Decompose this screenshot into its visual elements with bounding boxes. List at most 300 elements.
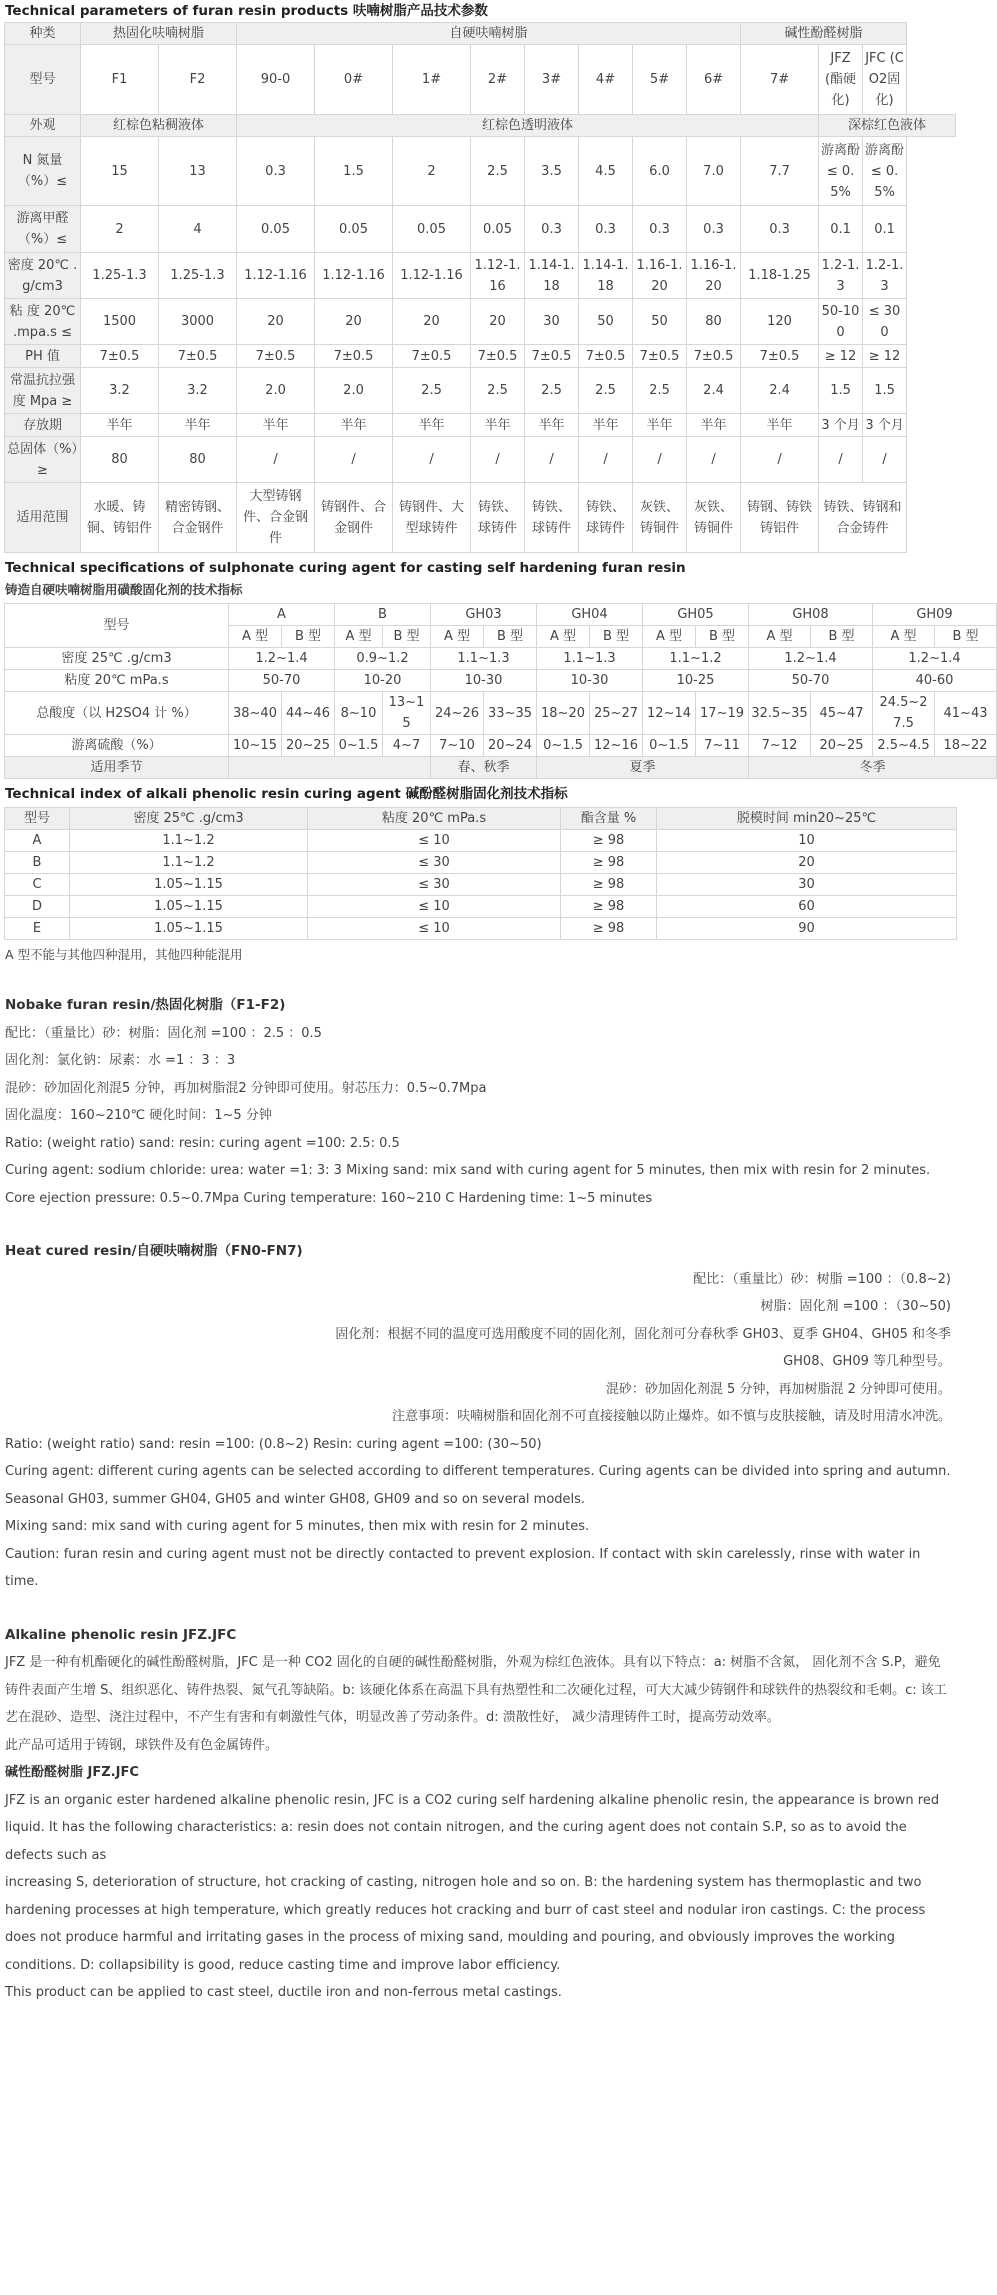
- t1-kind-label: 种类: [5, 23, 81, 45]
- table3-title: Technical index of alkali phenolic resin curing agent 碱酚醛树脂固化剂技术指标: [5, 786, 568, 802]
- table-row: [5, 896, 957, 918]
- t1-cell: /: [315, 437, 393, 483]
- t2-cell: 40-60: [873, 670, 997, 692]
- t2-cell: 20~24: [484, 735, 537, 757]
- t1-cell: 0.3: [525, 206, 579, 253]
- t2-row-label: 粘度 20℃ mPa.s: [5, 670, 229, 692]
- t2-cell: 25~27: [590, 692, 643, 735]
- t1-group-row: [5, 23, 956, 45]
- t1-model: 5#: [633, 45, 687, 115]
- t1-cell: 3.5: [525, 137, 579, 206]
- t2-row-label: 游离硫酸（%）: [5, 735, 229, 757]
- text-line: This product can be applied to cast steel, ductile iron and non-ferrous metal castings.: [5, 1985, 562, 2000]
- t1-row-label: PH 值: [5, 345, 81, 368]
- t3-header: 粘度 20℃ mPa.s: [308, 808, 561, 830]
- text-line: Ratio: (weight ratio) sand: resin =100: (0.8~2) Resin: curing agent =100: (30~50): [5, 1436, 542, 1452]
- t1-cell: 水暖、铸铜、铸铝件: [81, 483, 159, 553]
- t1-cell: ≤ 300: [863, 299, 907, 345]
- t2-cell: 0~1.5: [537, 735, 590, 757]
- t1-cell: 1.16-1.20: [687, 253, 741, 299]
- t3-cell: ≥ 98: [561, 896, 657, 918]
- t1-cell: 游离酚 ≤ 0.5%: [819, 137, 863, 206]
- t1-cell: 0.3: [687, 206, 741, 253]
- t3-header: 酯含量 %: [561, 808, 657, 830]
- t1-cell: 0.3: [633, 206, 687, 253]
- paragraph: JFZ is an organic ester hardened alkaline phenolic resin, JFC is a CO2 curing self hardening alkaline phenolic resin, the appearance is brown red liquid. It has the following characteristics: a: resin does not contain nitrogen, and the curing agent does not contain S.P, so as to avoid the defects such as: [5, 1792, 940, 1863]
- t1-cell: 1.12-1.16: [471, 253, 525, 299]
- t1-cell: 7.0: [687, 137, 741, 206]
- t1-cell: ≥ 12: [863, 345, 907, 368]
- t2-cell: 10~15: [229, 735, 282, 757]
- t1-cell: /: [863, 437, 907, 483]
- t3-cell: 1.05~1.15: [70, 874, 308, 896]
- text-line: Seasonal GH03, summer GH04, GH05 and winter GH08, GH09 and so on several models.: [5, 1491, 586, 1507]
- t2-type-b: B 型: [484, 626, 537, 648]
- t1-cell: 2: [81, 206, 159, 253]
- t2-cell: 18~22: [935, 735, 997, 757]
- t1-cell: 1.14-1.18: [525, 253, 579, 299]
- t2-cell: 7~10: [431, 735, 484, 757]
- text-line: 固化温度：160~210℃ 硬化时间：1~5 分钟: [5, 1108, 272, 1123]
- t2-cell: 45~47: [811, 692, 873, 735]
- t2-cell: 33~35: [484, 692, 537, 735]
- t2-cell: 1.1~1.3: [431, 648, 537, 670]
- t3-cell: 1.05~1.15: [70, 918, 308, 940]
- t1-cell: 2.5: [471, 137, 525, 206]
- t1-cell: 1.2-1.3: [863, 253, 907, 299]
- t3-cell: 60: [657, 896, 957, 918]
- t3-cell: 1.1~1.2: [70, 830, 308, 852]
- t2-group: A: [229, 604, 335, 626]
- t1-model: JFZ (酯硬化): [819, 45, 863, 115]
- t2-type-a: A 型: [229, 626, 282, 648]
- section-subtitle: 碱性酚醛树脂 JFZ.JFC: [5, 1765, 139, 1780]
- t2-cell: 0.9~1.2: [335, 648, 431, 670]
- t1-cell: 1.12-1.16: [237, 253, 315, 299]
- t3-cell: A: [5, 830, 70, 852]
- t2-group: GH05: [643, 604, 749, 626]
- t1-cell: 7±0.5: [579, 345, 633, 368]
- t1-cell: 50-100: [819, 299, 863, 345]
- alkali-phenolic-curing-agent-table: [4, 807, 957, 940]
- t1-model: 0#: [315, 45, 393, 115]
- t2-type-a: A 型: [431, 626, 484, 648]
- t2-cell: 0~1.5: [335, 735, 383, 757]
- t1-row-label: 存放期: [5, 414, 81, 437]
- t2-acidity-row: [5, 692, 997, 735]
- t1-cell: 半年: [579, 414, 633, 437]
- t2-cell: 18~20: [537, 692, 590, 735]
- t2-type-a: A 型: [335, 626, 383, 648]
- t1-model: 6#: [687, 45, 741, 115]
- t1-row-label: N 氮量（%）≤: [5, 137, 81, 206]
- t1-cell: 2.5: [393, 368, 471, 414]
- t1-cell: 7±0.5: [393, 345, 471, 368]
- table-row: [5, 830, 957, 852]
- t1-model-label: 型号: [5, 45, 81, 115]
- t1-row-viscosity: [5, 299, 956, 345]
- t2-cell: 冬季: [749, 757, 997, 779]
- t2-cell: 50-70: [749, 670, 873, 692]
- t1-cell: 半年: [159, 414, 237, 437]
- t1-model: F1: [81, 45, 159, 115]
- t1-cell: 80: [81, 437, 159, 483]
- t2-cell: 夏季: [537, 757, 749, 779]
- t1-cell: 80: [159, 437, 237, 483]
- t3-cell: 1.1~1.2: [70, 852, 308, 874]
- t2-group: GH08: [749, 604, 873, 626]
- t2-cell: 24.5~27.5: [873, 692, 935, 735]
- t3-cell: ≤ 30: [308, 852, 561, 874]
- furan-resin-parameters-table: [4, 22, 956, 553]
- t2-cell: 17~19: [696, 692, 749, 735]
- t2-type-a: A 型: [873, 626, 935, 648]
- t3-cell: ≤ 10: [308, 896, 561, 918]
- t1-group-alkaline: 碱性酚醛树脂: [741, 23, 907, 45]
- t1-cell: 铸铁、球铸件: [471, 483, 525, 553]
- t1-cell: 2.5: [471, 368, 525, 414]
- t2-type-a: A 型: [643, 626, 696, 648]
- t1-cell: 2.0: [237, 368, 315, 414]
- t1-row-label: 游离甲醛（%）≤: [5, 206, 81, 253]
- t1-cell: 2.4: [741, 368, 819, 414]
- table-row: [5, 874, 957, 896]
- t1-cell: /: [237, 437, 315, 483]
- t1-cell: /: [471, 437, 525, 483]
- t3-cell: D: [5, 896, 70, 918]
- t2-type-b: B 型: [590, 626, 643, 648]
- section-title: Heat cured resin/自硬呋喃树脂（FN0-FN7): [5, 1243, 303, 1259]
- t1-model: 2#: [471, 45, 525, 115]
- t1-row-formaldehyde: [5, 206, 956, 253]
- t1-cell: 7±0.5: [237, 345, 315, 368]
- t1-cell: 半年: [633, 414, 687, 437]
- text-line: 配比：（重量比）砂：树脂：固化剂 =100 ：2.5 ：0.5: [5, 1025, 322, 1041]
- t1-row-label: 密度 20℃ .g/cm3: [5, 253, 81, 299]
- t1-cell: 2: [393, 137, 471, 206]
- t1-row-solids: [5, 437, 956, 483]
- t1-cell: 铸铁、球铸件: [579, 483, 633, 553]
- t1-cell: 1.2-1.3: [819, 253, 863, 299]
- t2-cell: 1.2~1.4: [873, 648, 997, 670]
- t1-cell: 3.2: [81, 368, 159, 414]
- t1-cell: 0.05: [237, 206, 315, 253]
- t1-cell: 3 个月: [863, 414, 907, 437]
- t1-cell: 3 个月: [819, 414, 863, 437]
- t1-usage-label: 适用范围: [5, 483, 81, 553]
- t2-model-label: 型号: [5, 604, 229, 648]
- t1-cell: 铸铁、球铸件: [525, 483, 579, 553]
- t2-type-b: B 型: [696, 626, 749, 648]
- t1-cell: 80: [687, 299, 741, 345]
- t2-row-label: 密度 25℃ .g/cm3: [5, 648, 229, 670]
- t1-cell: 半年: [687, 414, 741, 437]
- t1-look-label: 外观: [5, 115, 81, 137]
- table2-title: Technical specifications of sulphonate curing agent for casting self hardening furan resin: [5, 560, 686, 576]
- t1-cell: 0.1: [863, 206, 907, 253]
- t1-row-label: 常温抗拉强度 Mpa ≥: [5, 368, 81, 414]
- t1-row-ph: [5, 345, 956, 368]
- t1-cell: 2.5: [525, 368, 579, 414]
- text-line: Ratio: (weight ratio) sand: resin: curing agent =100: 2.5: 0.5: [5, 1135, 400, 1151]
- text-line: 固化剂：氯化钠：尿素：水 =1 ：3 ：3: [5, 1053, 236, 1068]
- t2-cell: 10-30: [431, 670, 537, 692]
- text-line: Curing agent: sodium chloride: urea: water =1: 3: 3 Mixing sand: mix sand with curing agent for 5 minutes, then mix with resin for 2 minutes.: [5, 1163, 931, 1178]
- t3-cell: 1.05~1.15: [70, 896, 308, 918]
- t1-cell: /: [525, 437, 579, 483]
- t3-cell: E: [5, 918, 70, 940]
- text-line: 树脂：固化剂 =100 ：（30~50): [760, 1299, 951, 1314]
- t1-cell: 20: [471, 299, 525, 345]
- t1-cell: 1.12-1.16: [393, 253, 471, 299]
- t3-cell: C: [5, 874, 70, 896]
- t3-header: 密度 25℃ .g/cm3: [70, 808, 308, 830]
- t1-cell: 0.3: [237, 137, 315, 206]
- t1-row-label: 粘 度 20℃ .mpa.s ≤: [5, 299, 81, 345]
- t1-cell: 灰铁、铸铜件: [687, 483, 741, 553]
- t3-cell: ≥ 98: [561, 852, 657, 874]
- t1-cell: /: [741, 437, 819, 483]
- t1-row-storage: [5, 414, 956, 437]
- t1-cell: 游离酚 ≤ 0.5%: [863, 137, 907, 206]
- t1-cell: 0.05: [315, 206, 393, 253]
- t2-row-label: 适用季节: [5, 757, 229, 779]
- t1-cell: 7±0.5: [741, 345, 819, 368]
- t3-cell: ≥ 98: [561, 830, 657, 852]
- t2-group: B: [335, 604, 431, 626]
- t2-type-b: B 型: [383, 626, 431, 648]
- table2-subtitle: 铸造自硬呋喃树脂用磺酸固化剂的技术指标: [5, 582, 243, 597]
- t1-cell: 大型铸钢件、合金钢件: [237, 483, 315, 553]
- t1-cell: 2.4: [687, 368, 741, 414]
- t1-cell: 铸铁、铸钢和合金铸件: [819, 483, 907, 553]
- t2-cell: 10-20: [335, 670, 431, 692]
- t1-cell: 灰铁、铸铜件: [633, 483, 687, 553]
- t2-cell: 1.1~1.3: [537, 648, 643, 670]
- t2-cell: 春、秋季: [431, 757, 537, 779]
- t1-model: 7#: [741, 45, 819, 115]
- text-line: 固化剂：根据不同的温度可选用酸度不同的固化剂，固化剂可分春秋季 GH03、夏季 GH04、GH05 和冬季: [335, 1326, 951, 1342]
- t1-look-value: 深棕红色液体: [819, 115, 956, 137]
- text-line: GH08、GH09 等几种型号。: [783, 1354, 951, 1369]
- t1-cell: 1.5: [863, 368, 907, 414]
- t1-cell: 1.5: [315, 137, 393, 206]
- t3-cell: B: [5, 852, 70, 874]
- t3-header: 型号: [5, 808, 70, 830]
- t1-cell: 半年: [315, 414, 393, 437]
- t1-cell: 半年: [741, 414, 819, 437]
- t2-type-a: A 型: [749, 626, 811, 648]
- t3-cell: ≤ 10: [308, 830, 561, 852]
- t2-cell: 50-70: [229, 670, 335, 692]
- t2-cell: 10-30: [537, 670, 643, 692]
- t1-cell: 7±0.5: [315, 345, 393, 368]
- t1-cell: 2.5: [633, 368, 687, 414]
- text-line: 注意事项：呋喃树脂和固化剂不可直接接触以防止爆炸。如不慎与皮肤接触，请及时用清水冲洗。: [391, 1409, 951, 1424]
- t1-cell: 7±0.5: [81, 345, 159, 368]
- sulphonate-curing-agent-table: [4, 603, 997, 779]
- t2-viscosity-row: [5, 670, 997, 692]
- t1-cell: /: [687, 437, 741, 483]
- alkaline-phenolic-section: [2, 1622, 956, 2007]
- t3-cell: 10: [657, 830, 957, 852]
- t1-cell: 铸钢、铸铁铸铝件: [741, 483, 819, 553]
- t1-cell: 0.05: [471, 206, 525, 253]
- t2-cell: 1.2~1.4: [749, 648, 873, 670]
- t1-look-row: [5, 115, 956, 137]
- t1-cell: 30: [525, 299, 579, 345]
- t1-cell: 7±0.5: [159, 345, 237, 368]
- t1-cell: 1.12-1.16: [315, 253, 393, 299]
- t1-cell: ≥ 12: [819, 345, 863, 368]
- t2-type-b: B 型: [935, 626, 997, 648]
- t1-cell: /: [579, 437, 633, 483]
- paragraph: JFZ 是一种有机酯硬化的碱性酚醛树脂，JFC 是一种 CO2 固化的自硬的碱性酚醛树脂，外观为棕红色液体。具有以下特点：a: 树脂不含氮， 固化剂不含 S.P，避免铸件表面产生增 S、组织恶化、铸件热裂、氮气孔等缺陷。b: 该硬化体系在高温下具有热塑性和二次硬化过程，可大大减少铸钢件和球铁件的热裂纹和毛刺。c: 该工艺在混砂、造型、浇注过程中，不产生有害和有刺激性气体，明显改善了劳动条件。d: 溃散性好， 减少清理铸件工时，提高劳动效率。: [5, 1655, 947, 1725]
- t3-cell: ≥ 98: [561, 874, 657, 896]
- t1-cell: 3000: [159, 299, 237, 345]
- t1-model: 1#: [393, 45, 471, 115]
- text-line: 混砂：砂加固化剂混5 分钟，再加树脂混2 分钟即可使用。射芯压力：0.5~0.7Mpa: [5, 1080, 487, 1096]
- t2-cell: 38~40: [229, 692, 282, 735]
- t1-model: 90-0: [237, 45, 315, 115]
- t2-cell: 32.5~35: [749, 692, 811, 735]
- section-title: Alkaline phenolic resin JFZ.JFC: [5, 1626, 237, 1643]
- table-row: [5, 918, 957, 940]
- t3-cell: 90: [657, 918, 957, 940]
- t2-cell: 20~25: [811, 735, 873, 757]
- t2-cell: 0~1.5: [643, 735, 696, 757]
- t1-cell: 2.5: [579, 368, 633, 414]
- t2-cell: 8~10: [335, 692, 383, 735]
- t1-cell: 1.25-1.3: [81, 253, 159, 299]
- t1-model: F2: [159, 45, 237, 115]
- t1-cell: 15: [81, 137, 159, 206]
- text-line: 混砂：砂加固化剂混 5 分钟，再加树脂混 2 分钟即可使用。: [605, 1381, 951, 1397]
- t3-note: A 型不能与其他四种混用，其他四种能混用: [5, 947, 243, 962]
- t3-header: 脱模时间 min20~25℃: [657, 808, 957, 830]
- t3-cell: ≥ 98: [561, 918, 657, 940]
- t1-cell: 7±0.5: [687, 345, 741, 368]
- t1-cell: 半年: [393, 414, 471, 437]
- t2-cell: 2.5~4.5: [873, 735, 935, 757]
- paragraph: increasing S, deterioration of structure, hot cracking of casting, nitrogen hole and so on. B: the hardening system has thermoplastic and two hardening processes at high temperature, which greatly reduces hot cracking and burr of cast steel and nodular iron castings. C: the process does not produce harmful and irritating gases in the process of mixing sand, moulding and pouring, and obviously improves the working conditions. D: collapsibility is good, reduce casting time and improve labor efficiency.: [5, 1875, 926, 1973]
- t1-cell: 4: [159, 206, 237, 253]
- t3-cell: 20: [657, 852, 957, 874]
- table-row: [5, 852, 957, 874]
- t1-cell: 20: [315, 299, 393, 345]
- t2-cell: 4~7: [383, 735, 431, 757]
- t2-cell: 7~11: [696, 735, 749, 757]
- t1-model-row: [5, 45, 956, 115]
- t1-cell: 0.1: [819, 206, 863, 253]
- t1-cell: 7±0.5: [633, 345, 687, 368]
- t1-row-density: [5, 253, 956, 299]
- t1-cell: 7±0.5: [471, 345, 525, 368]
- table1-title: Technical parameters of furan resin products 呋喃树脂产品技术参数: [5, 3, 488, 19]
- t1-cell: 半年: [237, 414, 315, 437]
- t2-cell: 44~46: [282, 692, 335, 735]
- t1-cell: 铸钢件、合金钢件: [315, 483, 393, 553]
- t1-model: 4#: [579, 45, 633, 115]
- t2-cell-empty: [229, 757, 431, 779]
- t1-cell: /: [393, 437, 471, 483]
- t2-season-row: [5, 757, 997, 779]
- t2-type-b: B 型: [282, 626, 335, 648]
- t1-cell: 1.18-1.25: [741, 253, 819, 299]
- t2-cell: 24~26: [431, 692, 484, 735]
- section-title: Nobake furan resin/热固化树脂（F1-F2): [5, 997, 286, 1013]
- t2-cell: 10-25: [643, 670, 749, 692]
- t1-cell: 7±0.5: [525, 345, 579, 368]
- t2-type-b: B 型: [811, 626, 873, 648]
- t1-look-value: 红棕色粘稠液体: [81, 115, 237, 137]
- t2-cell: 20~25: [282, 735, 335, 757]
- t1-cell: 0.05: [393, 206, 471, 253]
- t1-cell: /: [633, 437, 687, 483]
- t2-cell: 1.1~1.2: [643, 648, 749, 670]
- text-line: Caution: furan resin and curing agent must not be directly contacted to prevent explosion. If contact with skin carelessly, rinse with water in time.: [5, 1546, 921, 1589]
- t2-cell: 1.2~1.4: [229, 648, 335, 670]
- t1-cell: 半年: [525, 414, 579, 437]
- t1-cell: 3.2: [159, 368, 237, 414]
- t1-group-hot: 热固化呋喃树脂: [81, 23, 237, 45]
- t1-cell: 铸钢件、大型球铸件: [393, 483, 471, 553]
- t1-cell: 50: [579, 299, 633, 345]
- t2-group: GH04: [537, 604, 643, 626]
- t1-cell: 7.7: [741, 137, 819, 206]
- t1-cell: 半年: [81, 414, 159, 437]
- t1-look-value: 红棕色透明液体: [237, 115, 819, 137]
- t2-type-a: A 型: [537, 626, 590, 648]
- t1-model: 3#: [525, 45, 579, 115]
- t2-cell: 12~16: [590, 735, 643, 757]
- t1-cell: 120: [741, 299, 819, 345]
- t1-cell: /: [819, 437, 863, 483]
- t1-group-self: 自硬呋喃树脂: [237, 23, 741, 45]
- t1-row-label: 总固体（%）≥: [5, 437, 81, 483]
- t1-cell: 1500: [81, 299, 159, 345]
- t2-group-row: [5, 604, 997, 626]
- t1-cell: 4.5: [579, 137, 633, 206]
- t1-row-nitrogen: [5, 137, 956, 206]
- text-line: Mixing sand: mix sand with curing agent for 5 minutes, then mix with resin for 2 minutes.: [5, 1519, 590, 1534]
- t3-cell: ≤ 10: [308, 918, 561, 940]
- t3-header-row: [5, 808, 957, 830]
- t1-cell: 0.3: [741, 206, 819, 253]
- t1-cell: 20: [393, 299, 471, 345]
- t2-cell: 12~14: [643, 692, 696, 735]
- t3-cell: 30: [657, 874, 957, 896]
- t1-cell: 1.16-1.20: [633, 253, 687, 299]
- t2-free-acid-row: [5, 735, 997, 757]
- t1-cell: 2.0: [315, 368, 393, 414]
- t1-row-strength: [5, 368, 956, 414]
- text-line: 此产品可适用于铸钢，球铁件及有色金属铸件。: [5, 1737, 279, 1753]
- t1-cell: 精密铸钢、合金钢件: [159, 483, 237, 553]
- t1-model: JFC (CO2固化): [863, 45, 907, 115]
- t2-group: GH03: [431, 604, 537, 626]
- text-line: 配比：（重量比）砂：树脂 =100 ：（0.8~2): [693, 1271, 951, 1287]
- t2-cell: 13~15: [383, 692, 431, 735]
- t2-density-row: [5, 648, 997, 670]
- t1-cell: 半年: [471, 414, 525, 437]
- t1-row-usage: [5, 483, 956, 553]
- t1-cell: 13: [159, 137, 237, 206]
- t3-cell: ≤ 30: [308, 874, 561, 896]
- t2-group: GH09: [873, 604, 997, 626]
- t1-cell: 0.3: [579, 206, 633, 253]
- t1-cell: 1.25-1.3: [159, 253, 237, 299]
